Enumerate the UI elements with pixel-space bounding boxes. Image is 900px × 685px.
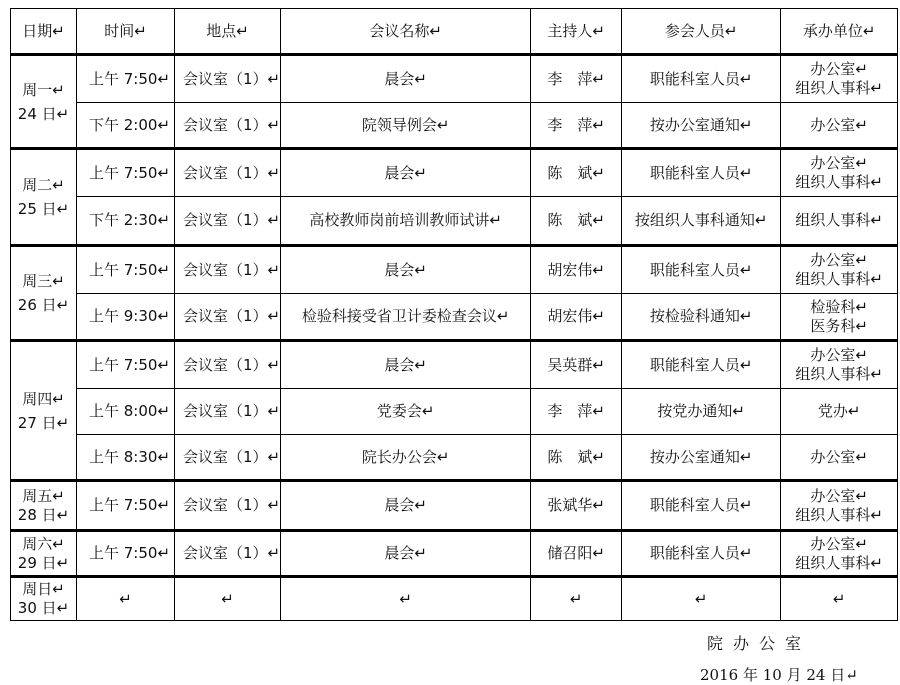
host-cell: 陈 斌↵ — [531, 197, 622, 246]
location-cell: 会议室（1）↵ — [175, 103, 281, 149]
host-cell: 胡宏伟↵ — [531, 294, 622, 341]
organizer-cell: 办公室↵ 组织人事科↵ — [781, 481, 898, 531]
meeting-name-cell: ↵ — [281, 577, 531, 621]
table-row — [11, 149, 898, 197]
attendees-cell: 按组织人事科通知↵ — [622, 197, 781, 246]
attendees-cell: 职能科室人员↵ — [622, 531, 781, 577]
host-cell: 吴英群↵ — [531, 341, 622, 389]
time-cell: 上午 7:50↵ — [77, 481, 175, 531]
time-cell: 上午 9:30↵ — [77, 294, 175, 341]
location-cell: 会议室（1）↵ — [175, 389, 281, 435]
header-time: 时间↵ — [77, 9, 175, 55]
day-name: 周二↵ — [22, 176, 65, 194]
header-host: 主持人↵ — [531, 9, 622, 55]
day-cell — [11, 481, 77, 531]
day-name: 周日↵ — [22, 580, 65, 598]
time-cell: 上午 7:50↵ — [77, 246, 175, 294]
meeting-name-cell: 晨会↵ — [281, 55, 531, 103]
header-meeting-name: 会议名称↵ — [281, 9, 531, 55]
location-cell: ↵ — [175, 577, 281, 621]
attendees-cell: 职能科室人员↵ — [622, 246, 781, 294]
attendees-cell: 职能科室人员↵ — [622, 481, 781, 531]
attendees-cell: 按办公室通知↵ — [622, 435, 781, 481]
host-cell: 陈 斌↵ — [531, 435, 622, 481]
location-cell: 会议室（1）↵ — [175, 341, 281, 389]
organizer-cell: 办公室↵ 组织人事科↵ — [781, 531, 898, 577]
location-cell: 会议室（1）↵ — [175, 481, 281, 531]
meeting-name-cell: 院长办公会↵ — [281, 435, 531, 481]
meeting-name-cell: 院领导例会↵ — [281, 103, 531, 149]
day-name: 周一↵ — [22, 80, 65, 99]
header-attendees: 参会人员↵ — [622, 9, 781, 55]
host-cell: 李 萍↵ — [531, 389, 622, 435]
table-row — [11, 246, 898, 294]
host-cell: 李 萍↵ — [531, 55, 622, 103]
header-organizer: 承办单位↵ — [781, 9, 898, 55]
time-cell: 下午 2:00↵ — [77, 103, 175, 149]
day-cell — [11, 149, 77, 246]
meeting-name-cell: 晨会↵ — [281, 246, 531, 294]
table-row — [11, 531, 898, 577]
day-date: 26 日↵ — [17, 296, 70, 314]
location-cell: 会议室（1）↵ — [175, 55, 281, 103]
host-cell: 张斌华↵ — [531, 481, 622, 531]
table-row — [11, 197, 898, 246]
meeting-name-cell: 党委会↵ — [281, 389, 531, 435]
table-row — [11, 435, 898, 481]
location-cell: 会议室（1）↵ — [175, 531, 281, 577]
organizer-cell: 办公室↵ 组织人事科↵ — [781, 55, 898, 103]
day-name: 周三↵ — [22, 272, 65, 290]
host-cell: ↵ — [531, 577, 622, 621]
day-cell — [11, 341, 77, 481]
day-date: 30 日↵ — [17, 599, 70, 617]
table-row — [11, 389, 898, 435]
meeting-name-cell: 晨会↵ — [281, 531, 531, 577]
day-date: 27 日↵ — [17, 413, 70, 432]
host-cell: 储召阳↵ — [531, 531, 622, 577]
day-date: 29 日↵ — [17, 553, 70, 572]
day-date: 24 日↵ — [17, 104, 70, 123]
location-cell: 会议室（1）↵ — [175, 435, 281, 481]
meeting-name-cell: 晨会↵ — [281, 481, 531, 531]
organizer-cell: 党办↵ — [781, 389, 898, 435]
organizer-cell: ↵ — [781, 577, 898, 621]
day-cell — [11, 246, 77, 341]
meeting-name-cell: 高校教师岗前培训教师试讲↵ — [281, 197, 531, 246]
attendees-cell: 按党办通知↵ — [622, 389, 781, 435]
organizer-cell: 办公室↵ — [781, 435, 898, 481]
location-cell: 会议室（1）↵ — [175, 246, 281, 294]
attendees-cell: 职能科室人员↵ — [622, 341, 781, 389]
attendees-cell: 按检验科通知↵ — [622, 294, 781, 341]
organizer-cell: 办公室↵ 组织人事科↵ — [781, 246, 898, 294]
time-cell: 上午 7:50↵ — [77, 531, 175, 577]
host-cell: 李 萍↵ — [531, 103, 622, 149]
location-cell: 会议室（1）↵ — [175, 149, 281, 197]
organizer-cell: 办公室↵ 组织人事科↵ — [781, 341, 898, 389]
table-row — [11, 294, 898, 341]
footer-date: 2016 年 10 月 24 日↵ — [700, 666, 858, 684]
location-cell: 会议室（1）↵ — [175, 294, 281, 341]
table-row — [11, 103, 898, 149]
table-row — [11, 577, 898, 621]
footer-office: 院办公室 — [707, 634, 812, 653]
organizer-cell: 检验科↵ 医务科↵ — [781, 294, 898, 341]
time-cell: 上午 7:50↵ — [77, 149, 175, 197]
host-cell: 陈 斌↵ — [531, 149, 622, 197]
table-row — [11, 481, 898, 531]
attendees-cell: 按办公室通知↵ — [622, 103, 781, 149]
time-cell: 上午 8:30↵ — [77, 435, 175, 481]
header-row — [11, 9, 898, 55]
organizer-cell: 办公室↵ 组织人事科↵ — [781, 149, 898, 197]
time-cell: 上午 7:50↵ — [77, 341, 175, 389]
time-cell: 上午 8:00↵ — [77, 389, 175, 435]
meeting-name-cell: 检验科接受省卫计委检查会议↵ — [281, 294, 531, 341]
host-cell: 胡宏伟↵ — [531, 246, 622, 294]
header-date: 日期↵ — [11, 9, 77, 55]
meeting-name-cell: 晨会↵ — [281, 341, 531, 389]
day-cell — [11, 531, 77, 577]
day-date: 28 日↵ — [17, 505, 70, 524]
location-cell: 会议室（1）↵ — [175, 197, 281, 246]
table-row — [11, 341, 898, 389]
organizer-cell: 办公室↵ — [781, 103, 898, 149]
header-location: 地点↵ — [175, 9, 281, 55]
day-name: 周六↵ — [22, 534, 65, 553]
day-date: 25 日↵ — [17, 200, 70, 218]
time-cell: 上午 7:50↵ — [77, 55, 175, 103]
day-cell — [11, 577, 77, 621]
time-cell: 下午 2:30↵ — [77, 197, 175, 246]
attendees-cell: ↵ — [622, 577, 781, 621]
meeting-schedule-table — [10, 8, 898, 621]
table-row — [11, 55, 898, 103]
attendees-cell: 职能科室人员↵ — [622, 55, 781, 103]
time-cell: ↵ — [77, 577, 175, 621]
day-name: 周五↵ — [22, 486, 65, 505]
organizer-cell: 组织人事科↵ — [781, 197, 898, 246]
meeting-name-cell: 晨会↵ — [281, 149, 531, 197]
day-name: 周四↵ — [22, 389, 65, 408]
attendees-cell: 职能科室人员↵ — [622, 149, 781, 197]
day-cell — [11, 55, 77, 149]
